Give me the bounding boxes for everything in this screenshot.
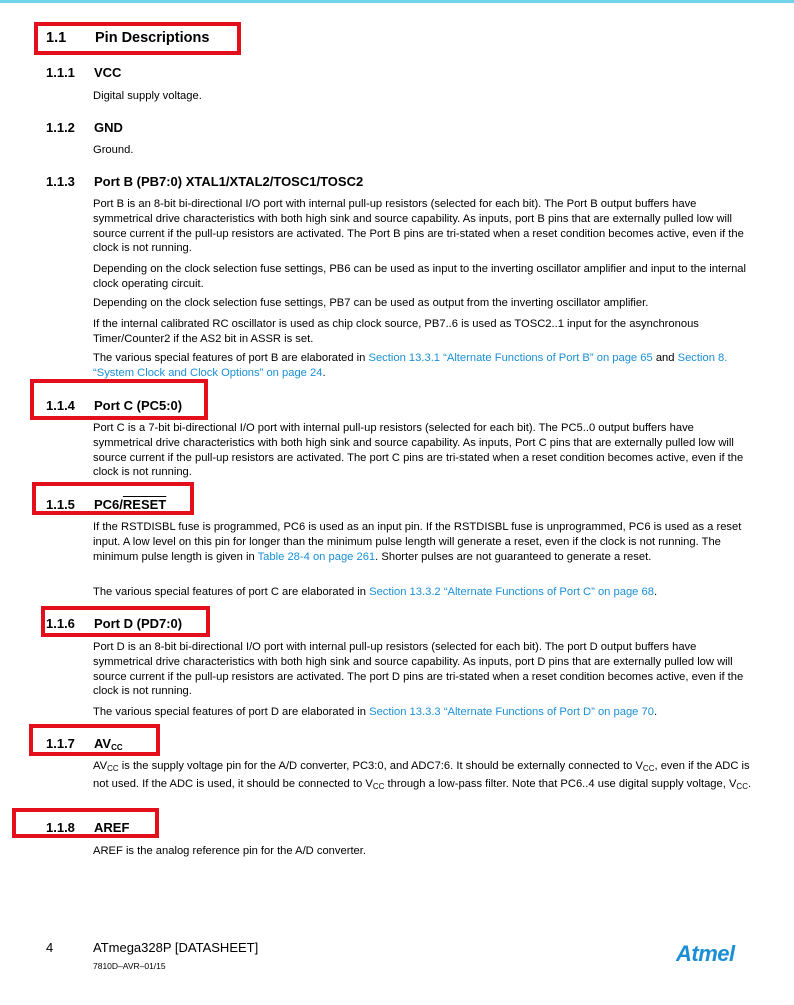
paragraph-reset-2 bbox=[93, 585, 753, 600]
section-number: 1.1.3 bbox=[46, 174, 75, 189]
text: AV bbox=[93, 760, 108, 772]
title-text: AV bbox=[94, 736, 112, 751]
highlight-box-port-c bbox=[30, 379, 208, 420]
text: . bbox=[322, 366, 326, 379]
link-alt-functions-port-c[interactable]: Section 13.3.2 “Alternate Functions of Port C” on page 68 bbox=[369, 586, 654, 598]
paragraph-port-b-4: If the internal calibrated RC oscillator is used as chip clock source, PB7..6 is used as TOSC2..1 input for the asynchronous Timer/Counter2 if the AS2 bit in ASSR is set. bbox=[93, 318, 699, 345]
text: . bbox=[747, 777, 752, 790]
paragraph-port-b-1: Port B is an 8-bit bi-directional I/O port with internal pull-up resistors (selected for each bit). The Port B output buffers have symmetrical drive characteristics with both high sink and source capability. As inputs, port B pins that are externally pulled low will source current if the pull-up resistors are activated. The Port B pins are tri-stated when a reset condition becomes active, even if the clock is not running. bbox=[93, 198, 744, 255]
title-subscript: CC bbox=[111, 743, 123, 752]
text: . bbox=[653, 706, 658, 718]
section-title: VCC bbox=[94, 65, 122, 80]
section-number: 1.1.1 bbox=[46, 65, 75, 80]
text: . bbox=[653, 586, 658, 598]
paragraph-avcc bbox=[93, 759, 753, 795]
text: , even if the ADC is not used. If the ADC is used, it should be connected to V bbox=[93, 760, 750, 790]
section-title: AREF bbox=[94, 820, 130, 835]
text: If the RSTDISBL fuse is programmed, PC6 is used as an input pin. If the RSTDISBL fuse is unprogrammed, PC6 is used as a reset input. A low level on this pin for longer than the minimum pulse length will generate a reset, even if the clock is not running. The minimum pulse length is given in bbox=[93, 521, 742, 563]
section-title: Port D (PD7:0) bbox=[94, 616, 183, 631]
paragraph-port-b-5 bbox=[93, 351, 753, 381]
highlight-box-port-d bbox=[41, 606, 210, 637]
section-title: Pin Descriptions bbox=[95, 30, 210, 46]
highlight-box-pin-descriptions bbox=[34, 22, 241, 55]
paragraph-reset-1 bbox=[93, 520, 753, 564]
title-text: PC6/ bbox=[94, 497, 123, 512]
section-title: Port C (PC5:0) bbox=[94, 398, 183, 413]
subscript: CC bbox=[372, 781, 385, 791]
atmel-logo: Atmel bbox=[676, 941, 735, 966]
footer-doc-code: 7810D–AVR–01/15 bbox=[93, 961, 166, 971]
highlight-box-aref bbox=[12, 808, 159, 838]
highlight-box-pc6-reset bbox=[32, 482, 194, 515]
text: The various special features of port D are elaborated in bbox=[93, 706, 370, 718]
subscript: CC bbox=[642, 764, 655, 773]
section-number: 1.1.2 bbox=[46, 120, 75, 135]
text: through a low-pass filter. Note that PC6..4 use digital supply voltage, V bbox=[384, 777, 737, 790]
section-number: 1.1.7 bbox=[46, 736, 75, 751]
text: . Shorter pulses are not guaranteed to generate a reset. bbox=[375, 550, 652, 563]
section-number: 1.1 bbox=[46, 30, 67, 46]
paragraph-port-b-3: Depending on the clock selection fuse settings, PB7 can be used as output from the inverting oscillator amplifier. bbox=[93, 297, 649, 309]
paragraph-gnd: Ground. bbox=[93, 144, 134, 156]
text: The various special features of port C are elaborated in bbox=[93, 586, 370, 598]
page-number: 4 bbox=[46, 940, 54, 955]
section-title: Port B (PB7:0) XTAL1/XTAL2/TOSC1/TOSC2 bbox=[94, 174, 364, 189]
paragraph-port-c: Port C is a 7-bit bi-directional I/O port with internal pull-up resistors (selected for each bit). The PC5..0 output buffers have symmetrical drive characteristics with both high sink and source capability. As inputs, Port C pins that are externally pulled low will source current if the pull-up resistors are activated. The port C pins are tri-stated when a reset condition becomes active, even if the clock is not running. bbox=[93, 422, 744, 479]
paragraph-port-d-1: Port D is an 8-bit bi-directional I/O port with internal pull-up resistors (selected for each bit). The port D output buffers have symmetrical drive characteristics with both high sink and source capability. As inputs, port D pins that are externally pulled low will source current if the pull-up resistors are activated. The port D pins are tri-stated when a reset condition becomes active, even if the clock is not running. bbox=[93, 641, 744, 698]
title-overline-text: RESET bbox=[122, 497, 167, 512]
text: The various special features of port B are elaborated in bbox=[93, 352, 369, 364]
link-alt-functions-port-b[interactable]: Section 13.3.1 “Alternate Functions of Port B” on page 65 bbox=[368, 352, 653, 364]
footer-doc-title: ATmega328P [DATASHEET] bbox=[93, 940, 259, 955]
paragraph-port-b-2: Depending on the clock selection fuse settings, PB6 can be used as input to the inverting oscillator amplifier and input to the internal clock operating circuit. bbox=[93, 263, 746, 290]
section-number: 1.1.8 bbox=[46, 820, 75, 835]
link-system-clock[interactable]: Section 8. “System Clock and Clock Options” on page 24 bbox=[93, 352, 728, 379]
text: and bbox=[652, 352, 678, 364]
highlight-box-avcc bbox=[29, 724, 160, 756]
paragraph-vcc: Digital supply voltage. bbox=[93, 90, 202, 102]
section-number: 1.1.5 bbox=[46, 497, 75, 512]
section-number: 1.1.4 bbox=[46, 398, 75, 413]
subscript: CC bbox=[107, 764, 119, 773]
section-number: 1.1.6 bbox=[46, 616, 75, 631]
link-alt-functions-port-d[interactable]: Section 13.3.3 “Alternate Functions of Port D” on page 70 bbox=[369, 706, 654, 718]
paragraph-port-d-2 bbox=[93, 705, 753, 720]
section-title: GND bbox=[94, 120, 123, 135]
subscript: CC bbox=[736, 781, 748, 791]
text: is the supply voltage pin for the A/D converter, PC3:0, and ADC7:6. It should be externally connected to V bbox=[118, 760, 643, 772]
link-table-28-4[interactable]: Table 28-4 on page 261 bbox=[257, 550, 376, 563]
top-accent-bar bbox=[0, 0, 794, 3]
paragraph-aref: AREF is the analog reference pin for the A/D converter. bbox=[93, 845, 366, 857]
